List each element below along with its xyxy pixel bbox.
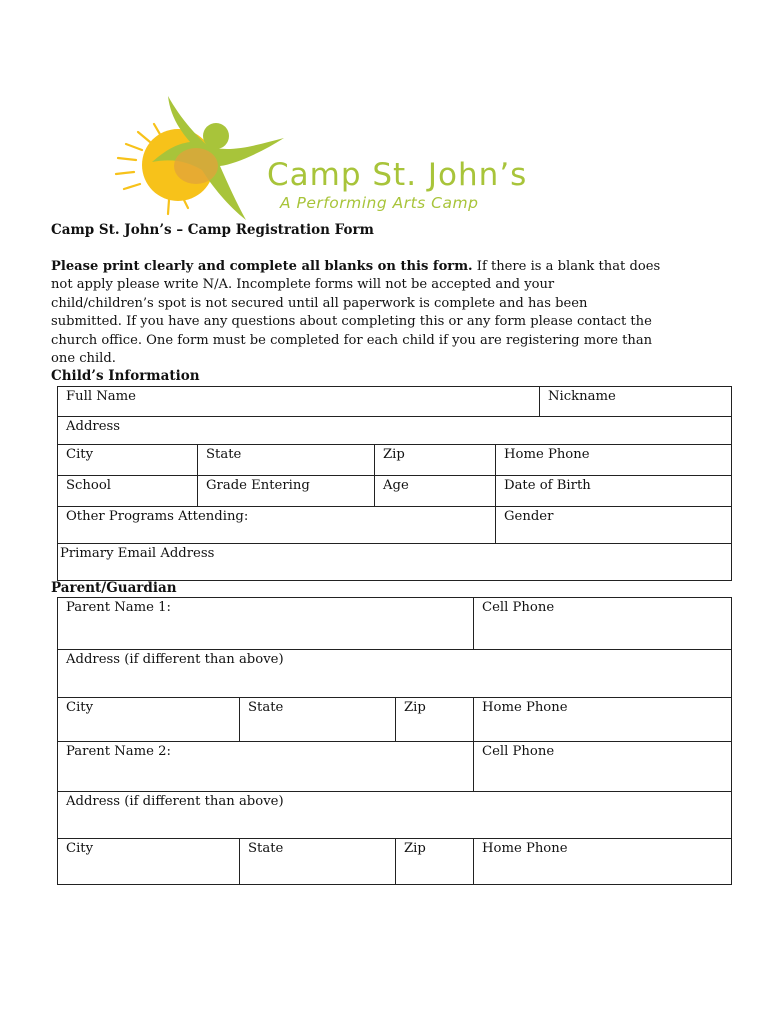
parent-name-2-field[interactable] [58,742,473,791]
primary-email-field[interactable] [58,544,731,580]
home-phone-label: Home Phone [504,447,590,462]
parent1-row-city [58,698,731,742]
parent-zip-1-field[interactable] [395,698,473,741]
grade-entering-field[interactable] [197,476,374,506]
parent-city-2-field[interactable] [58,839,239,884]
parent-city-2-label: City [66,841,94,856]
parent-section-heading: Parent/Guardian [51,580,177,596]
parent-home-phone-1-label: Home Phone [482,700,568,715]
parent-zip-1-label: Zip [404,700,426,715]
address-label: Address [66,419,121,434]
parent1-row-name [58,598,731,650]
parent-name-1-field[interactable] [58,598,473,649]
date-of-birth-field[interactable] [495,476,731,506]
city-label: City [66,447,94,462]
parent-state-2-field[interactable] [239,839,395,884]
parent-city-1-label: City [66,700,94,715]
parent-address-1-field[interactable] [58,650,731,697]
grade-entering-label: Grade Entering [206,478,310,493]
gender-label: Gender [504,509,554,524]
nickname-label: Nickname [548,389,616,404]
parent-state-2-label: State [248,841,284,856]
figure-overlap [174,148,218,184]
child-row-email [58,544,731,580]
date-of-birth-label: Date of Birth [504,478,591,493]
parent-address-2-field[interactable] [58,792,731,838]
child-row-city [58,445,731,476]
cell-phone-2-field[interactable] [473,742,731,791]
address-field[interactable] [58,417,731,444]
parent-state-1-label: State [248,700,284,715]
state-label: State [206,447,242,462]
parent-city-1-field[interactable] [58,698,239,741]
full-name-label: Full Name [66,389,136,404]
child-section-heading: Child’s Information [51,368,200,384]
child-row-name [58,387,731,417]
other-programs-label: Other Programs Attending: [66,509,249,524]
parent-address-2-label: Address (if different than above) [66,794,284,809]
cell-phone-1-field[interactable] [473,598,731,649]
child-row-programs [58,507,731,544]
parent-name-1-label: Parent Name 1: [66,600,171,615]
primary-email-label: Primary Email Address [60,546,215,561]
figure-head-icon [203,123,229,149]
school-label: School [66,478,112,493]
full-name-field[interactable] [58,387,539,416]
intro-bold: Please print clearly and complete all blanks on this form. [51,259,473,274]
parent-home-phone-2-label: Home Phone [482,841,568,856]
logo-title: Camp St. John’s [267,157,528,193]
cell-phone-1-label: Cell Phone [482,600,555,615]
parent1-row-address [58,650,731,698]
parent-home-phone-2-field[interactable] [473,839,731,884]
intro-text: If there is a blank that does not apply please write N/A. Incomplete forms will not be accepted and your child/children’s spot is not secured until all paperwork is complete and has been submitted. If you have any questions about completing this or any form please contact the church office. One form must be completed for each child if you are registering more than one child. [51,259,661,367]
parent-address-1-label: Address (if different than above) [66,652,284,667]
school-field[interactable] [58,476,197,506]
parent-zip-2-field[interactable] [395,839,473,884]
parent-zip-2-label: Zip [404,841,426,856]
child-row-school [58,476,731,507]
home-phone-field[interactable] [495,445,731,475]
parent2-row-address [58,792,731,839]
figure-icon [152,96,284,220]
nickname-field[interactable] [539,387,731,416]
logo-subtitle: A Performing Arts Camp [280,194,479,212]
parent2-row-city [58,839,731,884]
cell-phone-2-label: Cell Phone [482,744,555,759]
zip-label: Zip [383,447,405,462]
zip-field[interactable] [374,445,495,475]
parent-home-phone-1-field[interactable] [473,698,731,741]
other-programs-field[interactable] [58,507,495,543]
intro-paragraph [51,258,661,368]
parent-state-1-field[interactable] [239,698,395,741]
gender-field[interactable] [495,507,731,543]
city-field[interactable] [58,445,197,475]
child-row-address [58,417,731,445]
age-field[interactable] [374,476,495,506]
parent-info-table [57,597,732,885]
parent-name-2-label: Parent Name 2: [66,744,171,759]
child-info-table [57,386,732,581]
camp-logo [112,92,672,222]
parent2-row-name [58,742,731,792]
age-label: Age [383,478,409,493]
form-title: Camp St. John’s – Camp Registration Form [51,222,374,238]
state-field[interactable] [197,445,374,475]
